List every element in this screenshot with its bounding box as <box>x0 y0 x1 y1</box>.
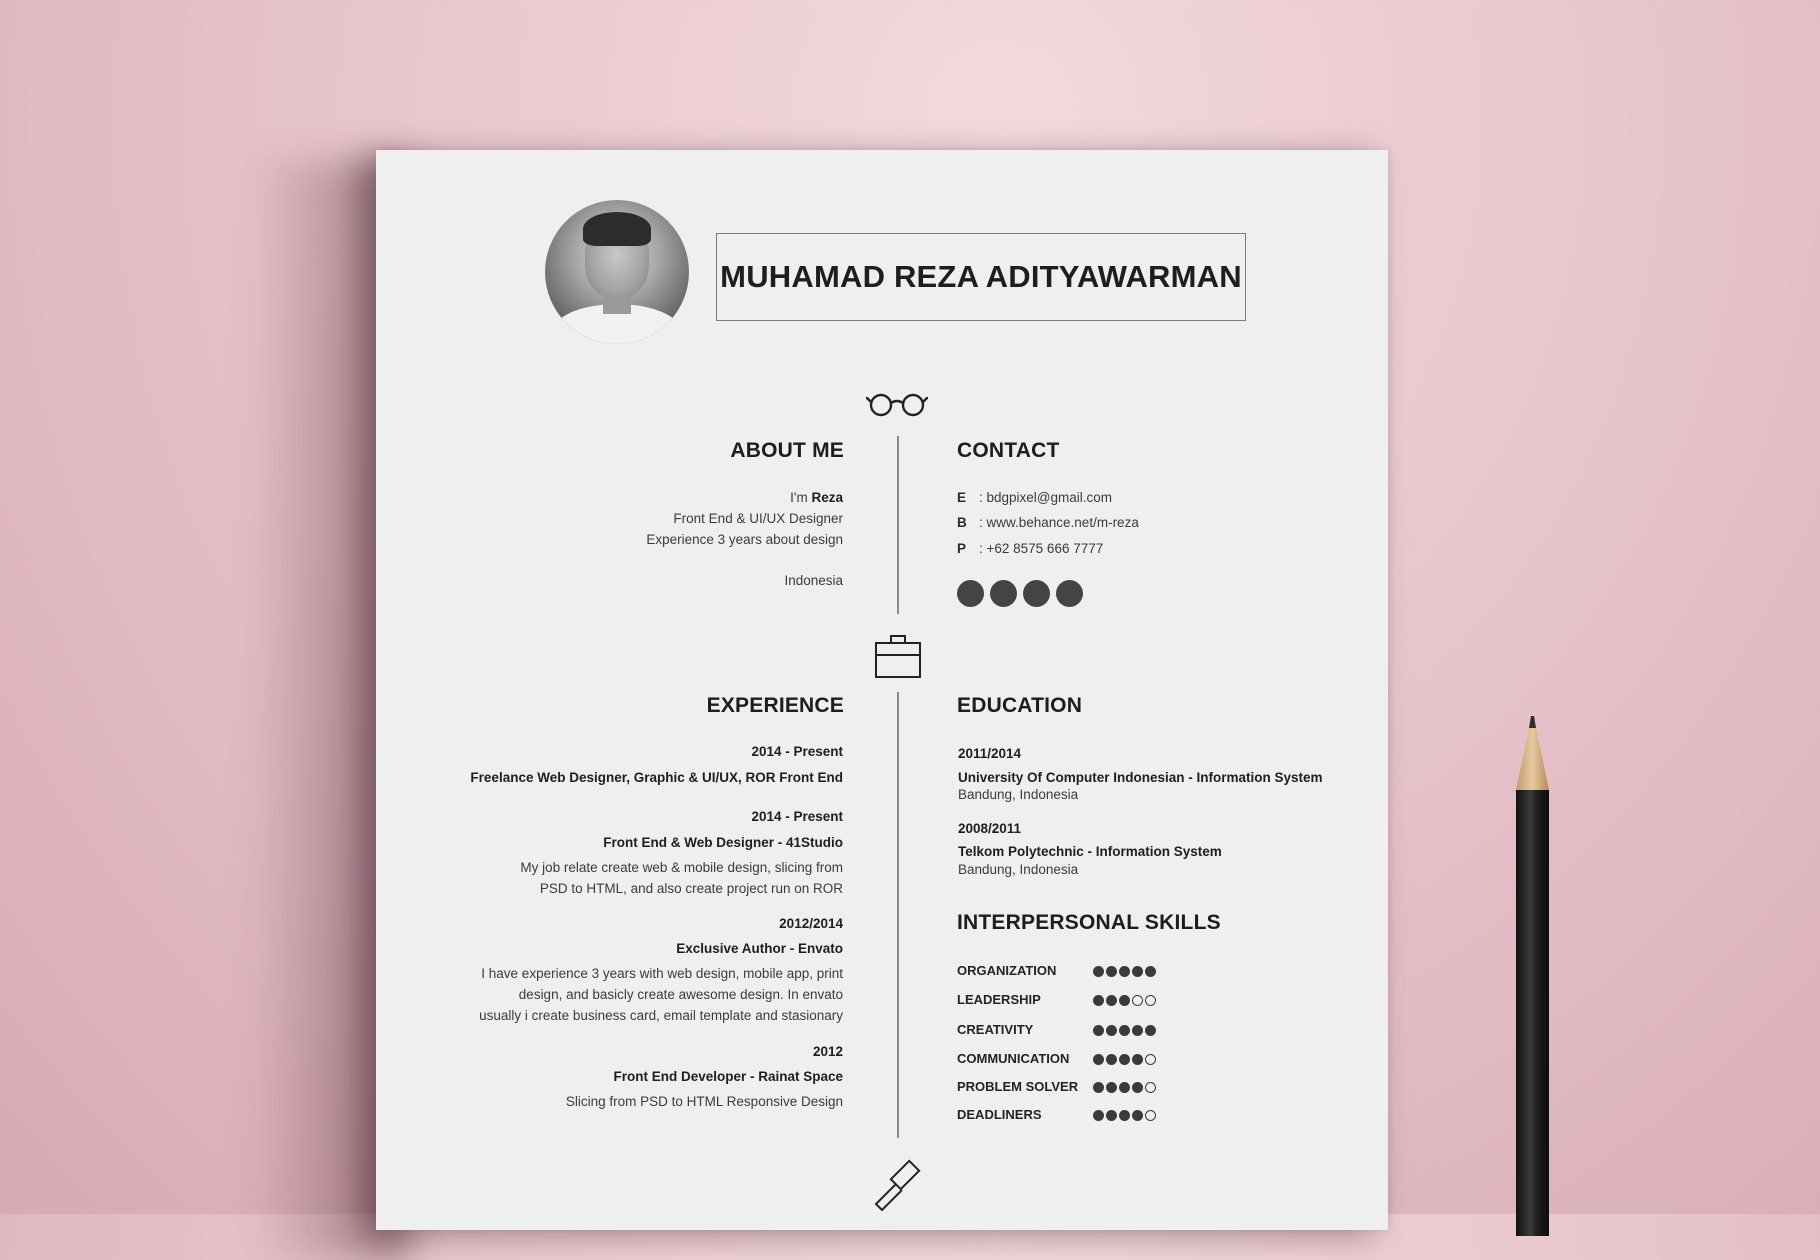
rating-dot-filled <box>1106 1025 1117 1036</box>
contact-behance-value: : www.behance.net/m-reza <box>979 515 1139 530</box>
about-title: ABOUT ME <box>730 439 844 462</box>
skill-row <box>957 1022 1197 1040</box>
rating-dot-filled <box>1119 1082 1130 1093</box>
rating-dot-empty <box>1145 1082 1156 1093</box>
about-location: Indonesia <box>784 573 843 588</box>
skill-rating <box>1093 966 1156 978</box>
rating-dot-filled <box>1119 1110 1130 1121</box>
rating-dot-empty <box>1145 1054 1156 1065</box>
glasses-icon <box>866 390 928 420</box>
resume-name: MUHAMAD REZA ADITYAWARMAN <box>720 259 1242 294</box>
exp-1-role: Freelance Web Designer, Graphic & UI/UX, ROR Front End <box>470 770 843 785</box>
about-experience: Experience 3 years about design <box>646 532 843 547</box>
edu-2-period: 2008/2011 <box>958 821 1022 836</box>
contact-email <box>957 490 1112 505</box>
rating-dot-filled <box>1093 1054 1104 1065</box>
exp-3-period: 2012/2014 <box>779 916 843 931</box>
edu-2-place: Bandung, Indonesia <box>958 862 1079 877</box>
contact-phone-value: : +62 8575 666 7777 <box>979 541 1104 556</box>
rating-dot-filled <box>1132 1110 1143 1121</box>
divider-top <box>897 436 899 614</box>
about-intro <box>790 487 843 508</box>
rating-dot-empty <box>1145 1110 1156 1121</box>
exp-2-desc-1: My job relate create web & mobile design, slicing from <box>520 860 843 875</box>
contact-email-key: E <box>957 490 967 505</box>
social-icon-1[interactable] <box>957 580 984 607</box>
rating-dot-filled <box>1093 1025 1104 1036</box>
contact-behance <box>957 515 1139 530</box>
rating-dot-filled <box>1132 1025 1143 1036</box>
about-role: Front End & UI/UX Designer <box>673 511 843 526</box>
exp-3-role: Exclusive Author - Envato <box>676 941 843 956</box>
skill-label: PROBLEM SOLVER <box>957 1079 1079 1094</box>
social-icon-2[interactable] <box>990 580 1017 607</box>
rating-dot-filled <box>1132 966 1143 977</box>
edu-1-place: Bandung, Indonesia <box>958 787 1079 802</box>
contact-title: CONTACT <box>957 439 1060 462</box>
rating-dot-filled <box>1106 966 1117 977</box>
rating-dot-filled <box>1119 995 1130 1006</box>
skill-rating <box>1093 1110 1156 1122</box>
skill-row <box>957 992 1197 1010</box>
skill-rating <box>1093 1082 1156 1094</box>
about-intro-name: Reza <box>811 490 843 505</box>
skill-row <box>957 1107 1197 1125</box>
rating-dot-filled <box>1132 1082 1143 1093</box>
contact-phone <box>957 541 1103 556</box>
rating-dot-filled <box>1132 1054 1143 1065</box>
rating-dot-filled <box>1145 1025 1156 1036</box>
skill-label: CREATIVITY <box>957 1022 1034 1037</box>
rating-dot-filled <box>1119 1054 1130 1065</box>
profile-photo <box>545 200 689 344</box>
exp-3-desc-1: I have experience 3 years with web design, mobile app, print <box>481 966 843 981</box>
social-icon-3[interactable] <box>1023 580 1050 607</box>
rating-dot-filled <box>1093 966 1104 977</box>
edu-1-school: University Of Computer Indonesian - Information System <box>958 770 1323 785</box>
name-box <box>716 233 1246 321</box>
rating-dot-filled <box>1093 995 1104 1006</box>
exp-4-role: Front End Developer - Rainat Space <box>613 1069 843 1084</box>
experience-title: EXPERIENCE <box>706 694 844 717</box>
rating-dot-filled <box>1145 966 1156 977</box>
exp-4-period: 2012 <box>812 1044 843 1059</box>
skill-rating <box>1093 1054 1156 1066</box>
rating-dot-filled <box>1106 995 1117 1006</box>
rating-dot-filled <box>1093 1110 1104 1121</box>
divider-bottom <box>897 692 899 1138</box>
exp-4-desc-1: Slicing from PSD to HTML Responsive Design <box>565 1094 843 1109</box>
contact-email-value: : bdgpixel@gmail.com <box>979 490 1113 505</box>
rating-dot-empty <box>1145 995 1156 1006</box>
rating-dot-filled <box>1119 966 1130 977</box>
rating-dot-filled <box>1106 1054 1117 1065</box>
skill-row <box>957 1079 1197 1097</box>
skill-label: DEADLINERS <box>957 1107 1042 1122</box>
exp-1-period: 2014 - Present <box>751 744 843 759</box>
exp-2-desc-2: PSD to HTML, and also create project run on ROR <box>539 881 843 896</box>
skill-rating <box>1093 1025 1156 1037</box>
rating-dot-filled <box>1106 1082 1117 1093</box>
edu-1-period: 2011/2014 <box>958 746 1022 761</box>
skill-label: ORGANIZATION <box>957 963 1057 978</box>
edu-2-school: Telkom Polytechnic - Information System <box>958 844 1222 859</box>
exp-2-role: Front End & Web Designer - 41Studio <box>603 835 843 850</box>
exp-3-desc-2: design, and basicly create awesome design. In envato <box>518 987 843 1002</box>
skill-row <box>957 1051 1197 1069</box>
rating-dot-filled <box>1119 1025 1130 1036</box>
about-intro-prefix: I'm <box>790 490 808 505</box>
education-title: EDUCATION <box>957 694 1083 717</box>
contact-phone-key: P <box>957 541 967 556</box>
contact-behance-key: B <box>957 515 967 530</box>
pencil-image <box>1512 716 1552 1236</box>
skill-row <box>957 963 1197 981</box>
skills-title: INTERPERSONAL SKILLS <box>957 911 1221 934</box>
briefcase-icon <box>874 633 922 679</box>
skill-label: LEADERSHIP <box>957 992 1041 1007</box>
skill-rating <box>1093 995 1156 1007</box>
rating-dot-filled <box>1093 1082 1104 1093</box>
rating-dot-filled <box>1106 1110 1117 1121</box>
skill-label: COMMUNICATION <box>957 1051 1070 1066</box>
gavel-icon <box>872 1158 930 1214</box>
exp-2-period: 2014 - Present <box>751 809 843 824</box>
social-icon-4[interactable] <box>1056 580 1083 607</box>
exp-3-desc-3: usually i create business card, email template and stasionary <box>479 1008 843 1023</box>
rating-dot-empty <box>1132 995 1143 1006</box>
